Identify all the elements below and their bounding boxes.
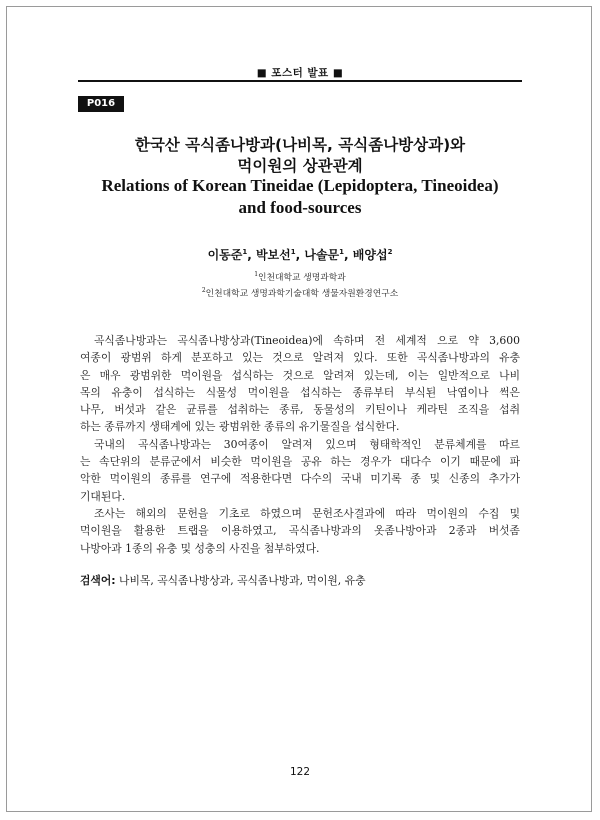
author-name: 나솔문 bbox=[304, 248, 340, 262]
author-affiliation-mark: 1 bbox=[242, 248, 248, 256]
author-list: 이동준$^1$, 박보선$^1$, 나솔문$^1$, 배양섭$^2$ bbox=[207, 248, 393, 262]
title-english-line-2: and food-sources bbox=[238, 198, 362, 217]
title-korean-line-1: 한국산 곡식좀나방과(나비목, 곡식좀나방상과)와 bbox=[134, 136, 466, 154]
keywords bbox=[80, 573, 520, 588]
affiliation-mark: 2 bbox=[201, 287, 206, 295]
abstract-line: 국내의 곡식좀나방과는 30여종이 알려져 있으며 형태학적인 분류체계를 따르 bbox=[94, 437, 520, 451]
abstract-line: 목의 유충이 섭식하는 식물성 먹이원을 섭식하는 종류부터 부식된 낙엽이나 썩은 bbox=[80, 385, 520, 399]
abstract-line: 곡식좀나방과는 곡식좀나방상과(Tineoidea)에 속하며 전 세계적 으로 약 3,600 bbox=[94, 334, 520, 347]
abstract-line: 나무, 버섯과 같은 균류를 섭취하는 종류, 동물성의 키틴이나 케라틴 조직을 섭취 bbox=[80, 403, 520, 417]
abstract-line: 나방아과 1종의 유충 및 성충의 사진을 첨부하였다. bbox=[80, 541, 320, 555]
affiliation-1 bbox=[0, 270, 600, 283]
affiliation-text: 인천대학교 생명과학과 bbox=[258, 273, 346, 283]
abstract-line: 는 속단위의 분류군에서 비슷한 먹이원을 공유 하는 경우가 대다수 이기 때문에 파 bbox=[80, 455, 520, 469]
affiliation-mark: 1 bbox=[254, 271, 259, 279]
affiliation-text: 인천대학교 생명과학기술대학 생물자원환경연구소 bbox=[205, 289, 399, 299]
author-name: 이동준 bbox=[207, 248, 243, 262]
page-number: 122 bbox=[289, 766, 311, 778]
section-header: ■ 포스터 발표 ■ bbox=[256, 67, 344, 79]
keywords-label: 검색어: bbox=[80, 574, 116, 587]
abstract-line: 먹이원을 활용한 트랩을 이용하였고, 곡식좀나방과의 옷좀나방아과 2종과 버섯좀 bbox=[80, 524, 520, 538]
keywords-text: 나비목, 곡식좀나방상과, 곡식좀나방과, 먹이원, 유충 bbox=[119, 574, 366, 587]
affiliation-2 bbox=[0, 286, 600, 299]
author-affiliation-mark: 1 bbox=[339, 248, 345, 256]
header-rule bbox=[78, 80, 522, 82]
author-affiliation-mark: 1 bbox=[290, 248, 296, 256]
title-korean-line-2: 먹이원의 상관관계 bbox=[237, 157, 363, 175]
poster-id-badge: P016 bbox=[78, 96, 124, 112]
author-name: 박보선 bbox=[255, 248, 291, 262]
abstract-line: 은 매우 광범위한 먹이원을 섭식하는 것으로 알려져 있는데, 이는 일반적으로 나비 bbox=[80, 368, 520, 382]
title-english-line-1: Relations of Korean Tineidae (Lepidoptera, Tineoidea) bbox=[101, 176, 499, 195]
abstract-line: 악한 먹이원의 종류를 연구에 적용한다면 다수의 국내 미기록 종 및 신종의 추가가 bbox=[80, 472, 520, 486]
abstract-line: 조사는 해외의 문헌을 기초로 하였으며 문헌조사결과에 따라 먹이원의 수집 및 bbox=[94, 506, 520, 520]
abstract-line: 여종이 광범위 하게 분포하고 있는 것으로 알려져 있다. 또한 곡식좀나방과의 유충 bbox=[80, 351, 520, 365]
abstract-line: 기대된다. bbox=[80, 489, 126, 503]
abstract-line: 하는 종류까지 생태계에 있는 광범위한 종류의 유기물질을 섭식한다. bbox=[80, 420, 400, 434]
abstract-body bbox=[80, 332, 520, 557]
author-name: 배양섭 bbox=[352, 248, 388, 262]
author-affiliation-mark: 2 bbox=[387, 248, 393, 256]
